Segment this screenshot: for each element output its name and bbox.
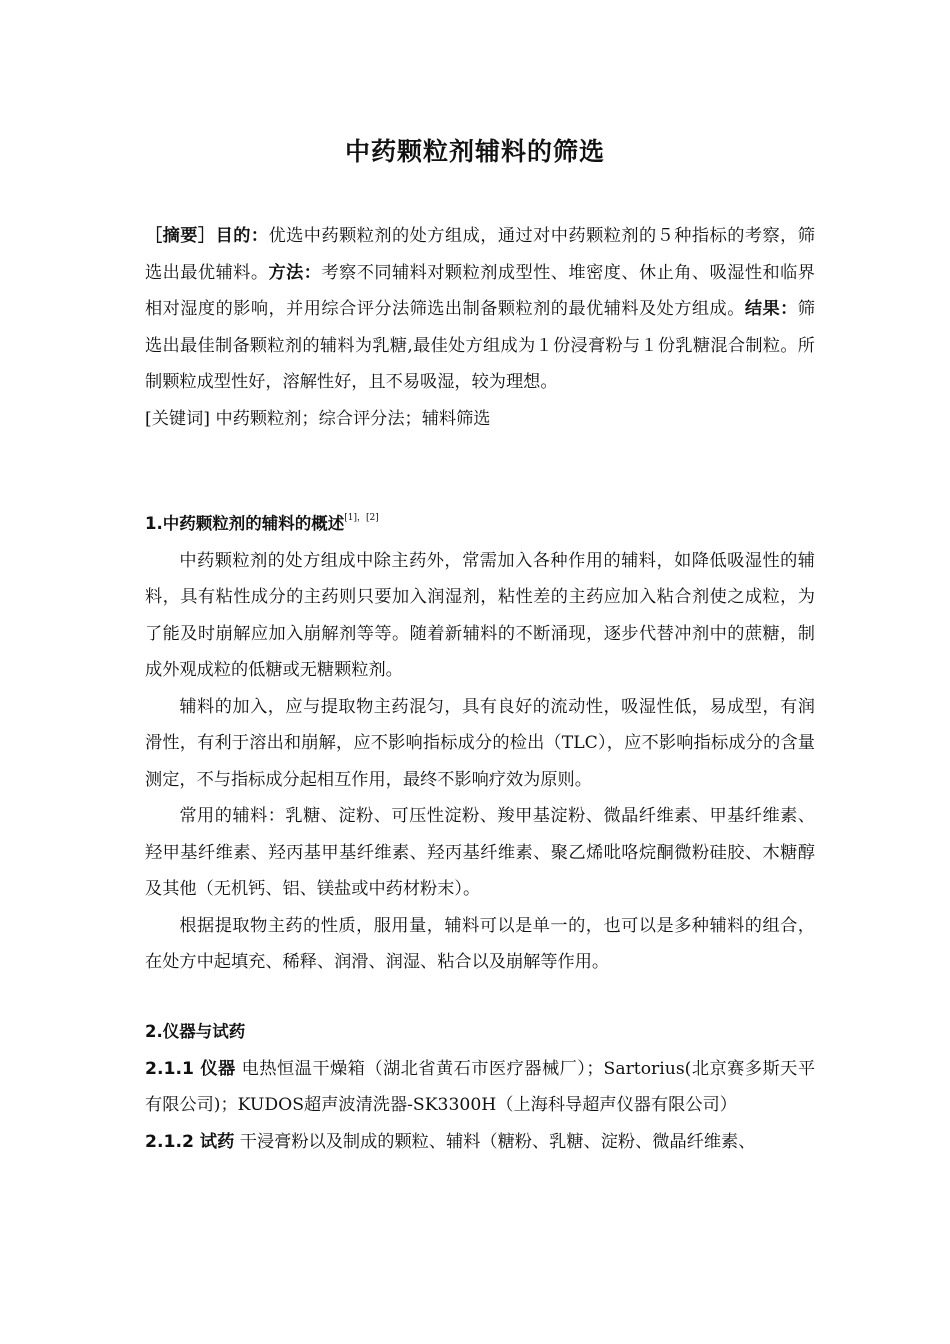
aim-text: 优选中药颗粒剂的处方组成，通过对中药颗粒剂的５种指标的考察，筛选出最优辅料。 [145, 226, 815, 283]
section-1-refs: [1]，[2] [344, 513, 379, 523]
section-1-heading [145, 506, 815, 543]
instruments-item [145, 1051, 815, 1124]
page-title: 中药颗粒剂辅料的筛选 [344, 137, 605, 166]
section-1-title: 1.中药颗粒剂的辅料的概述 [145, 514, 345, 533]
section-1-paragraph-1: 中药颗粒剂的处方组成中除主药外，常需加入各种作用的辅料，如降低吸湿性的辅料，具有粘性成分的主药则只要加入润湿剂，粘性差的主药应加入粘合剂使之成粒，为了能及时崩解应加入崩解剂等等。随着新辅料的不断涌现，逐步代替冲剂中的蔗糖，制成外观成粒的低糖或无糖颗粒剂。 [145, 550, 815, 680]
section-2-heading [145, 1014, 815, 1051]
section-1-paragraph-4: 根据提取物主药的性质，服用量，辅料可以是单一的，也可以是多种辅料的组合，在处方中起填充、稀释、润滑、润湿、粘合以及崩解等作用。 [145, 915, 815, 972]
section-1-paragraph-2: 辅料的加入，应与提取物主药混匀，具有良好的流动性，吸湿性低，易成型，有润滑性，有利于溶出和崩解，应不影响指标成分的检出（TLC），应不影响指标成分的含量测定，不与指标成分起相互作用，最终不影响疗效为原则。 [145, 696, 815, 790]
instruments-label: 2.1.1 仪器 [145, 1058, 236, 1079]
method-label: 方法： [268, 262, 322, 283]
section-2 [145, 1014, 815, 1160]
reagents-item [145, 1124, 815, 1161]
result-label: 结果： [744, 299, 798, 319]
section-1-paragraph-3: 常用的辅料：乳糖、淀粉、可压性淀粉、羧甲基淀粉、微晶纤维素、甲基纤维素、羟甲基纤维素、羟丙基甲基纤维素、羟丙基纤维素、聚乙烯吡咯烷酮微粉硅胶、木糖醇及其他（无机钙、铝、镁盐或中药材粉末）。 [145, 806, 815, 899]
result-text: 筛选出最佳制备颗粒剂的辅料为乳糖,最佳处方组成为１份浸膏粉与１份乳糖混合制粒。所制颗粒成型性好，溶解性好，且不易吸湿，较为理想。 [145, 299, 815, 392]
reagents-label: 2.1.2 试药 [145, 1131, 235, 1152]
abstract-paragraph [145, 218, 815, 401]
method-text: 考察不同辅料对颗粒剂成型性、堆密度、休止角、吸湿性和临界相对湿度的影响，并用综合评分法筛选出制备颗粒剂的最优辅料及处方组成。 [145, 262, 815, 319]
keywords-line [145, 401, 815, 438]
abstract-section [145, 218, 815, 437]
abstract-label: ［摘要］ [145, 226, 216, 246]
section-2-title: 2.仪器与试药 [145, 1022, 246, 1041]
keywords-label: [关键词] [145, 408, 210, 429]
aim-label: 目的： [215, 226, 269, 246]
section-1 [145, 506, 815, 981]
instruments-text: 电热恒温干燥箱（湖北省黄石市医疗器械厂）；Sartorius(北京赛多斯天平有限公司)；KUDOS超声波清洗器-SK3300H（上海科导超声仪器有限公司） [145, 1058, 816, 1115]
reagents-text: 干浸膏粉以及制成的颗粒、辅料（糖粉、乳糖、淀粉、微晶纤维素、 [234, 1131, 756, 1152]
keywords-text: 中药颗粒剂；综合评分法；辅料筛选 [209, 408, 491, 429]
